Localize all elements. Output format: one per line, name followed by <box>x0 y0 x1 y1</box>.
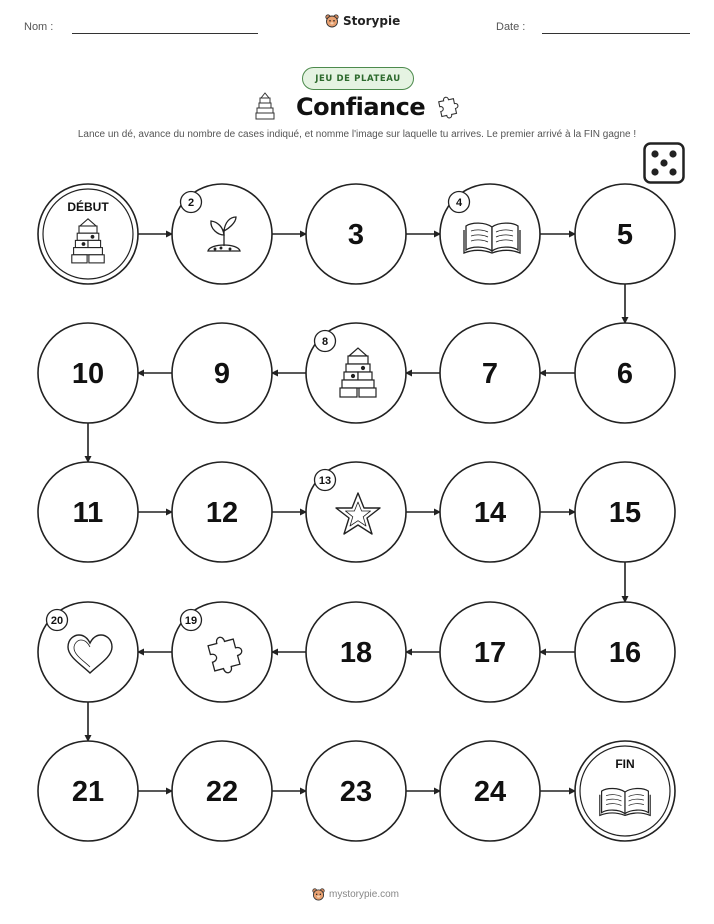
board-cell-25 <box>575 741 675 841</box>
cell-number: 6 <box>616 358 634 390</box>
start-label: DÉBUT <box>67 200 109 214</box>
cell-badge-number: 2 <box>187 197 195 209</box>
board-cell-5 <box>575 184 675 284</box>
cell-number: 21 <box>71 776 105 808</box>
footer <box>312 888 399 901</box>
cell-number: 5 <box>616 219 634 251</box>
cell-number: 3 <box>347 219 365 251</box>
bear-mascot-icon <box>312 888 325 901</box>
board-cell-13 <box>306 462 406 562</box>
dice-icon <box>643 142 685 184</box>
board-cell-23 <box>306 741 406 841</box>
board-cell-18 <box>306 602 406 702</box>
finish-label: FIN <box>615 757 635 771</box>
board-cell-7 <box>440 323 540 423</box>
board-cell-4 <box>440 184 540 284</box>
dice-pip <box>669 150 676 157</box>
board-cell-17 <box>440 602 540 702</box>
cell-number: 12 <box>205 497 239 529</box>
name-label: Nom : <box>24 21 54 33</box>
cell-number: 10 <box>71 358 105 390</box>
cell-badge-number: 19 <box>184 615 198 627</box>
cell-badge-number: 13 <box>318 475 332 487</box>
cell-number: 14 <box>473 497 507 529</box>
dice-pip <box>651 150 658 157</box>
board-cell-10 <box>38 323 138 423</box>
board-cell-20 <box>38 602 138 702</box>
board-cell-8 <box>306 323 406 423</box>
cell-number: 23 <box>339 776 373 808</box>
brand-name: Storypie <box>343 14 401 28</box>
board-cell-6 <box>575 323 675 423</box>
cell-number: 24 <box>473 776 507 808</box>
board-game-tag: JEU DE PLATEAU <box>302 67 414 90</box>
cell-badge-number: 20 <box>50 615 64 627</box>
cell-number: 9 <box>213 358 231 390</box>
date-label: Date : <box>496 21 526 33</box>
cell-number: 22 <box>205 776 239 808</box>
cell-number: 16 <box>608 637 642 669</box>
instructions: Lance un dé, avance du nombre de cases indiqué, et nomme l'image sur laquelle tu arrives. Le premier arrivé à la FIN gagne ! <box>77 129 637 140</box>
board-cell-11 <box>38 462 138 562</box>
board-cell-24 <box>440 741 540 841</box>
cell-badge-number: 8 <box>321 336 329 348</box>
board-cell-1 <box>38 184 138 284</box>
board-cell-16 <box>575 602 675 702</box>
cell-badge-number: 4 <box>455 197 463 209</box>
board-cell-3 <box>306 184 406 284</box>
board-cell-9 <box>172 323 272 423</box>
cell-number: 15 <box>608 497 642 529</box>
board-cell-19 <box>172 602 272 702</box>
dice-pip <box>651 168 658 175</box>
board-cell-22 <box>172 741 272 841</box>
dice-pip <box>660 159 667 166</box>
cell-number: 11 <box>72 497 104 529</box>
board-cell-12 <box>172 462 272 562</box>
footer-site: mystorypie.com <box>329 889 400 900</box>
board-cell-15 <box>575 462 675 562</box>
cell-number: 7 <box>481 358 499 390</box>
cell-number: 18 <box>339 637 373 669</box>
cell-circle <box>575 741 675 841</box>
dice-pip <box>669 168 676 175</box>
cell-number: 17 <box>473 637 507 669</box>
board-cell-14 <box>440 462 540 562</box>
page-title: Confiance <box>296 93 426 121</box>
board-cell-21 <box>38 741 138 841</box>
board-cell-2 <box>172 184 272 284</box>
